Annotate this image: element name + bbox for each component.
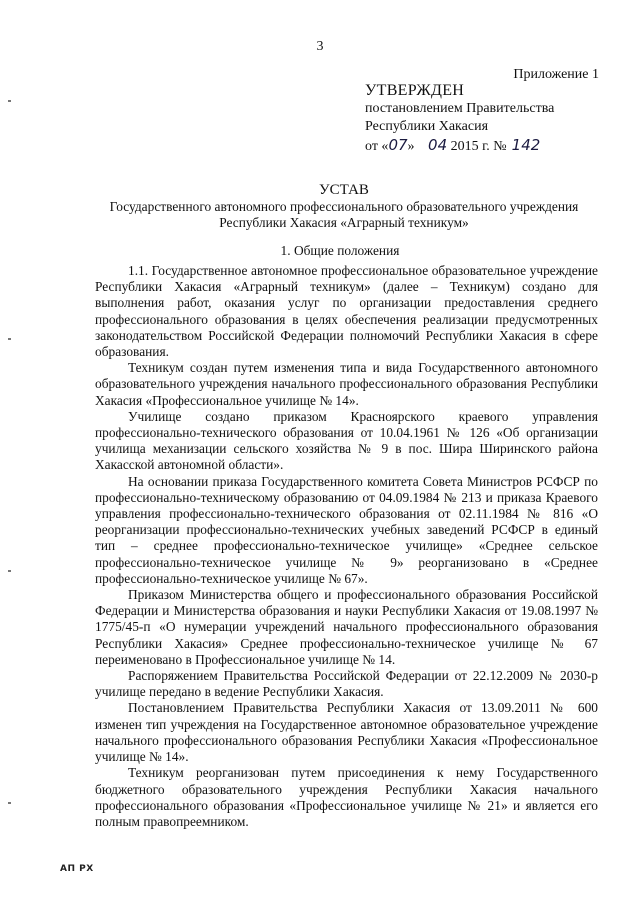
paragraph: Техникум создан путем изменения типа и вида Государственного автономного образовательного учреждения начального профессионального образования Республики Хакасия «Профессиональное училище № 14». [95,360,598,408]
paragraph: Училище создано приказом Красноярского краевого управления профессионально-технического образования от 10.04.1961 № 126 «Об организации училища механизации сельского хозяйства № 9 в пос. Шира Ширинского района Хакасской автономной области». [95,408,598,473]
margin-mark [8,570,11,572]
paragraph: 1.1. Государственное автономное профессиональное образовательное учреждение Республики Хакасия «Аграрный техникум» (далее – Техникум) создано для выполнения работ, оказания услуг по организации предоставления среднего профессионального образования в целях обеспечения реализации предусмотренных законодательством Российской Федерации полномочий Республики Хакасия в сфере образования. [95,263,598,360]
appendix-label: Приложение 1 [513,67,599,82]
paragraph: На основании приказа Государственного комитета Совета Министров РСФСР по профессионально-техническому образованию от 04.09.1984 № 213 и приказа Краевого управления профессионально-технического образования от 02.11.1984 № 816 «О реорганизации профессионально-технических учебных заведений РСФСР в единый тип – среднее профессионально-техническое училище» «Среднее сельское профессионально-техническое училище № 9» реорганизовано в «Среднее профессионально-техническое училище № 67». [95,473,598,586]
date-mid: » [407,139,419,154]
decree-line-2: Республики Хакасия [365,119,489,134]
margin-mark [8,802,11,804]
paragraph: Постановлением Правительства Республики Хакасия от 13.09.2011 № 600 изменен тип учреждения на Государственное автономное образовательное учреждение начального профессионального образования Республики Хакасия «Профессиональное училище № 14». [95,700,598,765]
paragraph: Распоряжением Правительства Российской Федерации от 22.12.2009 № 2030-р училище передано в ведение Республики Хакасия. [95,668,598,700]
date-year: 2015 г. № [447,139,507,154]
date-prefix: от « [365,139,389,154]
document-title: УСТАВ [319,182,369,198]
date-day-handwritten: 07 [388,136,408,154]
document-body [95,263,598,830]
paragraph: Техникум реорганизован путем присоединения к нему Государственного бюджетного образовательного учреждения Республики Хакасия начального профессионального образования «Профессиональное училище № 21» и является его полным правопреемником. [95,765,598,829]
margin-mark [8,338,11,340]
paragraph: Приказом Министерства общего и профессионального образования Российской Федерации и Министерства образования и науки Республики Хакасия от 19.08.1997 № 1775/45-п «О нумерации учреждений начального профессионального образования Республики Хакасия» Среднее профессионально-техническое училище № 67 переименовано в Профессиональное училище № 14. [95,587,598,667]
footer-stamp: АП РХ [60,864,94,874]
margin-mark [8,100,11,102]
section-heading: 1. Общие положения [280,243,400,258]
approved-heading: УТВЕРЖДЕН [365,82,465,99]
date-month-handwritten: 04 [428,136,448,154]
decree-line-1: постановлением Правительства [365,101,555,116]
document-subtitle: Государственного автономного профессионального образовательного учреждения Республики Хакасия «Аграрный техникум» [109,199,579,230]
approval-block [365,82,554,156]
decree-date [365,136,554,156]
decree-number-handwritten: 142 [511,136,541,154]
page-number: 3 [316,39,324,54]
